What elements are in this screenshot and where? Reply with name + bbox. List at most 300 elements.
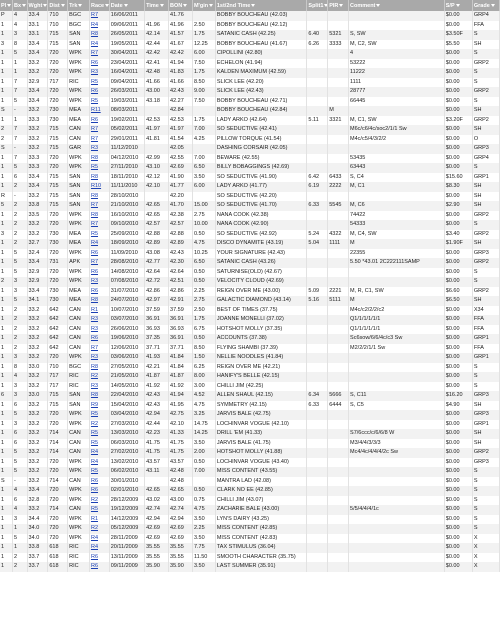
table-cell: 5	[12, 448, 27, 458]
table-cell: 42.91	[169, 296, 193, 306]
race-link[interactable]: R4	[89, 21, 109, 31]
table-cell: 6433	[328, 173, 349, 183]
table-cell: 720	[48, 87, 68, 97]
table-cell: $0.00	[444, 87, 472, 97]
table-cell: 42.41	[145, 59, 169, 69]
table-cell: 41.54	[169, 135, 193, 145]
table-cell	[307, 21, 328, 31]
table-cell	[349, 420, 445, 430]
column-header-label: 1st/2nd Time	[216, 2, 251, 9]
column-header[interactable]	[215, 0, 307, 11]
table-row	[0, 106, 500, 116]
table-cell: 42.84	[169, 106, 193, 116]
table-cell: SH	[472, 239, 499, 249]
column-header[interactable]	[68, 0, 90, 11]
race-link[interactable]: R6	[89, 562, 109, 572]
table-cell: 26/03/2011	[109, 87, 144, 97]
race-link[interactable]: R5	[89, 439, 109, 449]
table-cell: 1	[0, 420, 12, 430]
race-link[interactable]: R8	[89, 154, 109, 164]
table-cell: 1	[0, 372, 12, 382]
table-cell: MISS CONTENT (42.83)	[215, 534, 307, 544]
table-cell: CAN	[68, 334, 90, 344]
race-link[interactable]: R8	[89, 192, 109, 202]
table-cell: 33.2	[27, 467, 48, 477]
table-cell: R	[0, 192, 12, 202]
race-link[interactable]: R3	[89, 277, 109, 287]
table-cell: 0.50	[192, 458, 215, 468]
race-link[interactable]: R3	[89, 144, 109, 154]
race-link[interactable]: R5	[89, 429, 109, 439]
table-cell: 42.14	[145, 30, 169, 40]
column-header[interactable]	[328, 0, 349, 11]
table-cell: 0.50	[192, 230, 215, 240]
table-cell: 11/12/2010	[109, 144, 144, 154]
table-cell: 42.89	[169, 239, 193, 249]
race-link[interactable]: R3	[89, 68, 109, 78]
table-cell: 41.94	[169, 391, 193, 401]
column-header-label: Wght	[28, 2, 43, 9]
table-cell: 4	[12, 486, 27, 496]
column-header[interactable]	[307, 0, 328, 11]
column-header[interactable]	[48, 0, 68, 11]
table-cell: 23/04/2011	[109, 59, 144, 69]
column-header[interactable]	[12, 0, 27, 11]
column-header[interactable]	[145, 0, 169, 11]
table-row	[0, 315, 500, 325]
table-cell: 715	[48, 201, 68, 211]
table-cell: 09/04/2011	[109, 78, 144, 88]
table-cell: 2.25	[192, 524, 215, 534]
table-cell: S	[472, 220, 499, 230]
table-cell: 6	[12, 496, 27, 506]
table-cell: 2	[12, 211, 27, 221]
table-cell: $3.40	[444, 230, 472, 240]
table-cell: HOTSHOT MOLLY (37.35)	[215, 325, 307, 335]
table-cell: 1111	[328, 239, 349, 249]
table-cell: 6.42	[307, 173, 328, 183]
table-cell	[328, 144, 349, 154]
race-link[interactable]: R8	[89, 30, 109, 40]
table-cell: 710	[48, 363, 68, 373]
table-cell: 1	[0, 211, 12, 221]
table-cell: S	[472, 486, 499, 496]
race-link[interactable]: R7	[89, 49, 109, 59]
table-cell: 35.90	[169, 562, 193, 572]
race-link[interactable]: R6	[89, 486, 109, 496]
table-cell: 28/12/2009	[109, 496, 144, 506]
table-cell: 42.97	[145, 296, 169, 306]
race-link[interactable]: R9	[89, 401, 109, 411]
race-link[interactable]: R8	[89, 211, 109, 221]
race-link[interactable]: R5	[89, 467, 109, 477]
table-row	[0, 306, 500, 316]
table-cell: 02/01/2010	[109, 486, 144, 496]
column-header[interactable]	[349, 0, 445, 11]
table-cell: 14/08/2010	[109, 268, 144, 278]
race-link[interactable]: R3	[89, 315, 109, 325]
table-cell: 5.16	[307, 296, 328, 306]
table-cell: 5	[12, 163, 27, 173]
table-cell: SAN	[68, 391, 90, 401]
table-cell: $0.00	[444, 363, 472, 373]
table-cell: $16.20	[444, 391, 472, 401]
table-cell: PILLOW TORQUE (41.54)	[215, 135, 307, 145]
race-link[interactable]: R6	[89, 116, 109, 126]
table-cell: 34.1	[27, 296, 48, 306]
race-link[interactable]: R6	[89, 59, 109, 69]
table-cell: 28/11/2009	[109, 534, 144, 544]
column-header[interactable]	[169, 0, 193, 11]
table-cell: S7/6ccc/c/6/6/8 W	[349, 429, 445, 439]
table-cell	[307, 106, 328, 116]
race-link[interactable]: R3	[89, 325, 109, 335]
table-row	[0, 258, 500, 268]
table-cell: 618	[48, 553, 68, 563]
table-cell: 14/12/2009	[109, 515, 144, 525]
table-cell: 5666	[328, 391, 349, 401]
table-cell: $8.30	[444, 182, 472, 192]
table-cell	[349, 543, 445, 553]
race-link[interactable]: R5	[89, 505, 109, 515]
table-cell: S	[472, 363, 499, 373]
column-header-label: Bx	[13, 2, 22, 9]
table-cell: SAN	[68, 201, 90, 211]
race-link[interactable]: R8	[89, 296, 109, 306]
table-cell: BGC	[68, 21, 90, 31]
table-cell	[328, 543, 349, 553]
table-cell	[307, 78, 328, 88]
column-header-label: Grade	[473, 2, 490, 9]
table-cell: SH	[472, 401, 499, 411]
race-link[interactable]: R1	[89, 515, 109, 525]
table-cell: LYN'S DAIRY (43.25)	[215, 515, 307, 525]
table-cell: 6	[0, 391, 12, 401]
table-cell	[328, 420, 349, 430]
race-link[interactable]: R7	[89, 258, 109, 268]
table-row	[0, 429, 500, 439]
table-cell: 2	[12, 239, 27, 249]
table-row	[0, 59, 500, 69]
table-cell: 5	[12, 249, 27, 259]
table-cell: 63443	[349, 163, 445, 173]
sort-arrow-icon	[456, 4, 460, 7]
table-cell: 720	[48, 249, 68, 259]
table-cell: 05/02/2011	[109, 125, 144, 135]
table-cell: 4	[12, 372, 27, 382]
race-link[interactable]: R2	[89, 372, 109, 382]
race-link[interactable]: R7	[89, 125, 109, 135]
table-cell: 720	[48, 420, 68, 430]
race-link[interactable]: R2	[89, 420, 109, 430]
sort-arrow-icon	[22, 4, 26, 7]
table-cell: SH	[472, 40, 499, 50]
race-link[interactable]: R7	[89, 135, 109, 145]
race-link[interactable]: R4	[89, 534, 109, 544]
race-link[interactable]: R3	[89, 382, 109, 392]
table-cell: 4.75	[192, 505, 215, 515]
table-cell: 1	[0, 515, 12, 525]
race-link[interactable]: R8	[89, 173, 109, 183]
table-cell: 27/11/2010	[109, 163, 144, 173]
table-cell: 33.2	[27, 68, 48, 78]
table-cell: 22/04/2010	[109, 391, 144, 401]
sort-arrow-icon	[339, 4, 343, 7]
column-header[interactable]	[27, 0, 48, 11]
column-header[interactable]	[472, 0, 499, 11]
table-cell: 9.00	[192, 87, 215, 97]
table-cell: 1	[0, 163, 12, 173]
table-cell: 42.44	[145, 420, 169, 430]
table-cell: $0.00	[444, 68, 472, 78]
table-cell: 43.02	[145, 496, 169, 506]
race-link[interactable]: R4	[89, 543, 109, 553]
race-link[interactable]: R7	[89, 220, 109, 230]
table-cell: $0.00	[444, 334, 472, 344]
table-cell	[328, 524, 349, 534]
table-cell	[328, 325, 349, 335]
table-cell: 34.0	[27, 524, 48, 534]
table-cell: FFA	[472, 325, 499, 335]
table-cell: 32.9	[27, 268, 48, 278]
table-cell: $0.00	[444, 192, 472, 202]
race-link[interactable]: R7	[89, 11, 109, 21]
race-link[interactable]: R5	[89, 163, 109, 173]
table-cell	[328, 163, 349, 173]
table-cell: 42.75	[169, 410, 193, 420]
column-header[interactable]	[109, 0, 144, 11]
table-cell: $0.00	[444, 249, 472, 259]
table-cell	[307, 192, 328, 202]
table-cell: 41.76	[169, 11, 193, 21]
table-cell	[307, 59, 328, 69]
table-row	[0, 287, 500, 297]
table-cell: GRP2	[472, 116, 499, 126]
sort-arrow-icon	[43, 4, 47, 7]
table-cell: 1	[0, 363, 12, 373]
table-cell: 720	[48, 68, 68, 78]
table-cell: 2	[12, 334, 27, 344]
table-cell: 2	[12, 562, 27, 572]
race-link[interactable]: R5	[89, 97, 109, 107]
table-cell: CAN	[68, 448, 90, 458]
table-cell: 1	[12, 116, 27, 126]
table-cell	[328, 87, 349, 97]
table-cell: M4c/c2/2/2/c2	[349, 306, 445, 316]
table-cell: 5	[12, 467, 27, 477]
race-link[interactable]: R3	[89, 353, 109, 363]
race-link[interactable]: R6	[89, 477, 109, 487]
table-cell: 1	[0, 562, 12, 572]
table-row	[0, 325, 500, 335]
table-row	[0, 173, 500, 183]
table-cell: DASHING CORSAIR (42.05)	[215, 144, 307, 154]
table-cell: 0.50	[192, 486, 215, 496]
table-cell: 33.5	[27, 211, 48, 221]
table-cell: 33.2	[27, 306, 48, 316]
table-cell: SMOOTH CHARACTER (35.75)	[215, 553, 307, 563]
table-cell: BGC	[68, 363, 90, 373]
table-cell: $0.00	[444, 524, 472, 534]
race-link[interactable]: R10	[89, 182, 109, 192]
table-cell: 42.99	[145, 154, 169, 164]
table-cell: 710	[48, 11, 68, 21]
column-header[interactable]	[89, 0, 109, 11]
table-cell	[349, 144, 445, 154]
race-link[interactable]: R4	[89, 458, 109, 468]
table-cell: M, C2, SW	[349, 40, 445, 50]
table-cell: 41.97	[169, 125, 193, 135]
column-header[interactable]	[0, 0, 12, 11]
race-link[interactable]: R8	[89, 363, 109, 373]
table-cell: 5	[0, 201, 12, 211]
race-link[interactable]: R7	[89, 201, 109, 211]
table-row	[0, 268, 500, 278]
table-cell: JARVIS BALE (42.75)	[215, 410, 307, 420]
table-cell: 1	[12, 68, 27, 78]
table-cell	[192, 477, 215, 487]
sort-arrow-icon	[209, 4, 213, 7]
table-cell: 08/03/2011	[109, 106, 144, 116]
table-cell: $0.00	[444, 458, 472, 468]
table-cell: $0.00	[444, 486, 472, 496]
table-cell: 1	[0, 173, 12, 183]
table-cell: HANIFY'S BELLE (42.15)	[215, 372, 307, 382]
race-link[interactable]: R6	[89, 553, 109, 563]
table-cell: 37.71	[145, 344, 169, 354]
table-cell: 33.2	[27, 448, 48, 458]
column-header[interactable]	[444, 0, 472, 11]
table-cell: 5.04	[307, 239, 328, 249]
race-link[interactable]: R7	[89, 344, 109, 354]
race-link[interactable]: R2	[89, 524, 109, 534]
table-cell: 1	[0, 325, 12, 335]
table-row	[0, 467, 500, 477]
table-cell: 41.96	[169, 21, 193, 31]
table-cell: DRILL 'EM (41.33)	[215, 429, 307, 439]
table-cell	[328, 97, 349, 107]
table-cell: 34.0	[27, 534, 48, 544]
table-cell: SLICK LEE (42.43)	[215, 87, 307, 97]
table-cell: 6.34	[307, 391, 328, 401]
table-cell	[328, 21, 349, 31]
table-cell: MISS CONTENT (43.55)	[215, 467, 307, 477]
race-link[interactable]: R11	[89, 106, 109, 116]
table-cell: 33.3	[27, 116, 48, 126]
table-cell: 53435	[349, 154, 445, 164]
table-cell: 42.86	[169, 287, 193, 297]
race-link[interactable]: R8	[89, 391, 109, 401]
table-cell: 33.2	[27, 230, 48, 240]
table-cell: WPK	[68, 486, 90, 496]
table-cell	[307, 448, 328, 458]
race-link[interactable]: R5	[89, 78, 109, 88]
table-cell: 8	[12, 363, 27, 373]
table-cell: WPK	[68, 268, 90, 278]
table-cell: $6.60	[444, 287, 472, 297]
race-link[interactable]: R6	[89, 287, 109, 297]
table-cell: 1.50	[192, 353, 215, 363]
table-cell: 43.11	[145, 467, 169, 477]
table-cell: 2.50	[192, 21, 215, 31]
table-cell: 1.75	[192, 68, 215, 78]
race-link[interactable]: R6	[89, 249, 109, 259]
table-cell	[192, 144, 215, 154]
table-cell: 4.52	[192, 391, 215, 401]
race-link[interactable]: R5	[89, 230, 109, 240]
table-cell: SYMMETRY (42.15)	[215, 401, 307, 411]
table-cell	[307, 505, 328, 515]
table-cell: 720	[48, 211, 68, 221]
race-link[interactable]: R6	[89, 268, 109, 278]
table-cell: 25/09/2010	[109, 230, 144, 240]
table-cell	[307, 49, 328, 59]
table-cell: CAN	[68, 439, 90, 449]
table-cell: 6.00	[192, 182, 215, 192]
race-link[interactable]: R5	[89, 410, 109, 420]
table-cell: 33.4	[27, 486, 48, 496]
table-cell: 720	[48, 154, 68, 164]
table-cell: SAN	[68, 173, 90, 183]
table-cell: 43.00	[169, 496, 193, 506]
table-cell: 2.25	[192, 287, 215, 297]
sort-arrow-icon	[376, 4, 380, 7]
table-cell	[307, 562, 328, 572]
table-cell: 41.75	[145, 448, 169, 458]
table-cell: RIC	[68, 553, 90, 563]
table-cell	[307, 382, 328, 392]
race-link[interactable]: R1	[89, 306, 109, 316]
table-cell: 1	[0, 524, 12, 534]
table-cell	[307, 477, 328, 487]
table-cell: 09/10/2010	[109, 220, 144, 230]
table-cell: 710	[48, 21, 68, 31]
table-cell: 730	[48, 296, 68, 306]
race-link[interactable]: R4	[89, 239, 109, 249]
race-link[interactable]: R6	[89, 334, 109, 344]
column-header[interactable]	[192, 0, 215, 11]
table-cell: 21/05/2010	[109, 372, 144, 382]
table-cell: 2	[12, 182, 27, 192]
table-cell: 33.2	[27, 439, 48, 449]
table-cell: LADY ARKO (42.64)	[215, 116, 307, 126]
table-cell: 41.83	[169, 68, 193, 78]
race-link[interactable]: R2	[89, 496, 109, 506]
race-link[interactable]: R6	[89, 87, 109, 97]
table-cell: 43.57	[145, 458, 169, 468]
table-cell: 41.33	[169, 429, 193, 439]
table-cell: 2	[12, 325, 27, 335]
table-cell: S	[472, 78, 499, 88]
table-cell: 720	[48, 534, 68, 544]
table-cell: 6	[12, 429, 27, 439]
table-cell: 1	[12, 59, 27, 69]
table-cell: 2	[12, 553, 27, 563]
table-cell: 33.0	[27, 363, 48, 373]
table-cell: SATANIC CASH (43.26)	[215, 258, 307, 268]
table-cell	[328, 553, 349, 563]
table-cell: $0.00	[444, 258, 472, 268]
race-link[interactable]: R4	[89, 448, 109, 458]
table-cell: 8	[12, 40, 27, 50]
table-cell: YOUR SIGNATURE (42.43)	[215, 249, 307, 259]
table-row	[0, 30, 500, 40]
table-cell: 3	[12, 382, 27, 392]
table-cell: $0.00	[444, 106, 472, 116]
table-cell: 1	[0, 448, 12, 458]
table-cell: 42.10	[145, 182, 169, 192]
race-link[interactable]: R4	[89, 40, 109, 50]
